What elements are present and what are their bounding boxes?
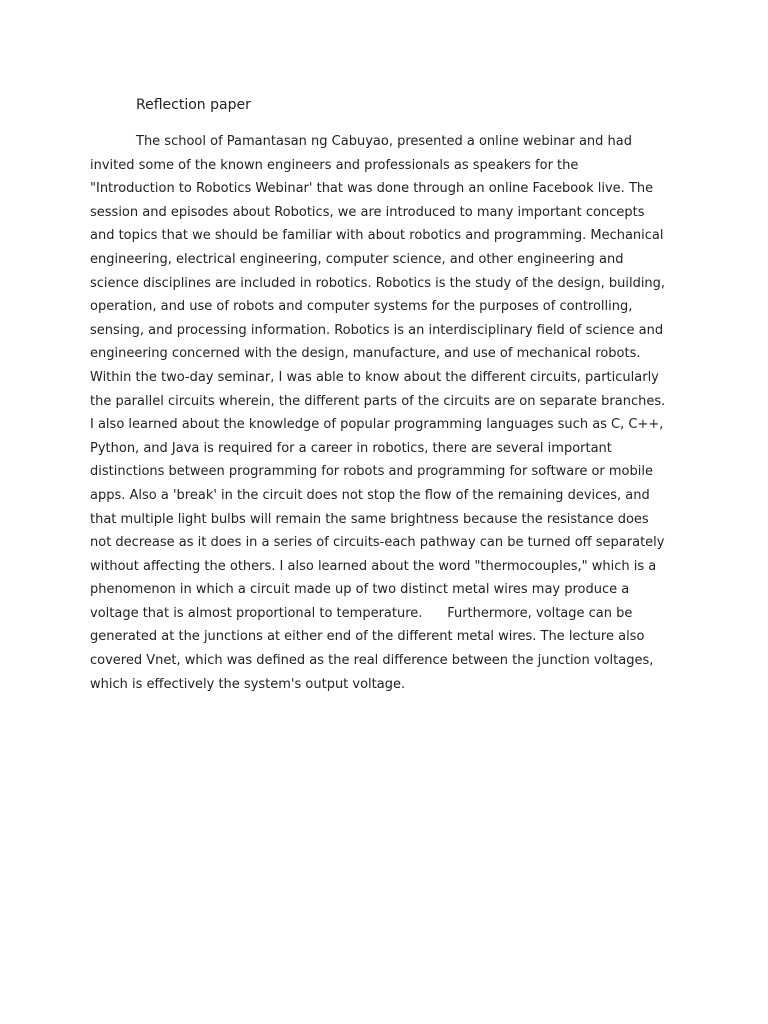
paragraph-line: distinctions between programming for robots and programming for software or mobile <box>90 464 653 480</box>
paragraph-line: phenomenon in which a circuit made up of two distinct metal wires may produce a <box>90 582 630 598</box>
body-paragraph <box>90 130 690 696</box>
paragraph-line: voltage that is almost proportional to temperature. Furthermore, voltage can be <box>90 605 633 621</box>
paragraph-line: session and episodes about Robotics, we are introduced to many important concepts <box>90 204 645 220</box>
paragraph-line: engineering, electrical engineering, computer science, and other engineering and <box>90 251 624 267</box>
paragraph-line: the parallel circuits wherein, the different parts of the circuits are on separate branches. <box>90 393 666 409</box>
paragraph-line: science disciplines are included in robotics. Robotics is the study of the design, building, <box>90 275 666 291</box>
paragraph-line: engineering concerned with the design, manufacture, and use of mechanical robots. <box>90 346 641 362</box>
paragraph-line: Within the two-day seminar, I was able to know about the different circuits, particularly <box>90 369 659 385</box>
paragraph-line: generated at the junctions at either end of the different metal wires. The lecture also <box>90 629 645 645</box>
paragraph-line: sensing, and processing information. Robotics is an interdisciplinary field of science and <box>90 322 664 338</box>
paragraph-line: that multiple light bulbs will remain the same brightness because the resistance does <box>90 511 649 527</box>
paragraph-line: covered Vnet, which was defined as the real difference between the junction voltages, <box>90 653 654 669</box>
page-title: Reflection paper <box>136 97 251 113</box>
paragraph-line: without affecting the others. I also learned about the word "thermocouples," which is a <box>90 558 657 574</box>
paragraph-line: operation, and use of robots and computer systems for the purposes of controlling, <box>90 299 633 315</box>
paragraph-line: "Introduction to Robotics Webinar' that was done through an online Facebook live. The <box>90 181 654 197</box>
paragraph-line: which is effectively the system's output voltage. <box>90 676 406 692</box>
paragraph-line: apps. Also a 'break' in the circuit does not stop the flow of the remaining devices, and <box>90 487 650 503</box>
paragraph-line: not decrease as it does in a series of circuits-each pathway can be turned off separately <box>90 535 665 551</box>
paragraph-line: and topics that we should be familiar with about robotics and programming. Mechanical <box>90 228 664 244</box>
paragraph-line: The school of Pamantasan ng Cabuyao, presented a online webinar and had <box>136 134 632 149</box>
paragraph-line: invited some of the known engineers and professionals as speakers for the <box>90 157 579 173</box>
paragraph-line: I also learned about the knowledge of popular programming languages such as C, C++, <box>90 417 664 433</box>
paragraph-line: Python, and Java is required for a career in robotics, there are several important <box>90 440 612 456</box>
